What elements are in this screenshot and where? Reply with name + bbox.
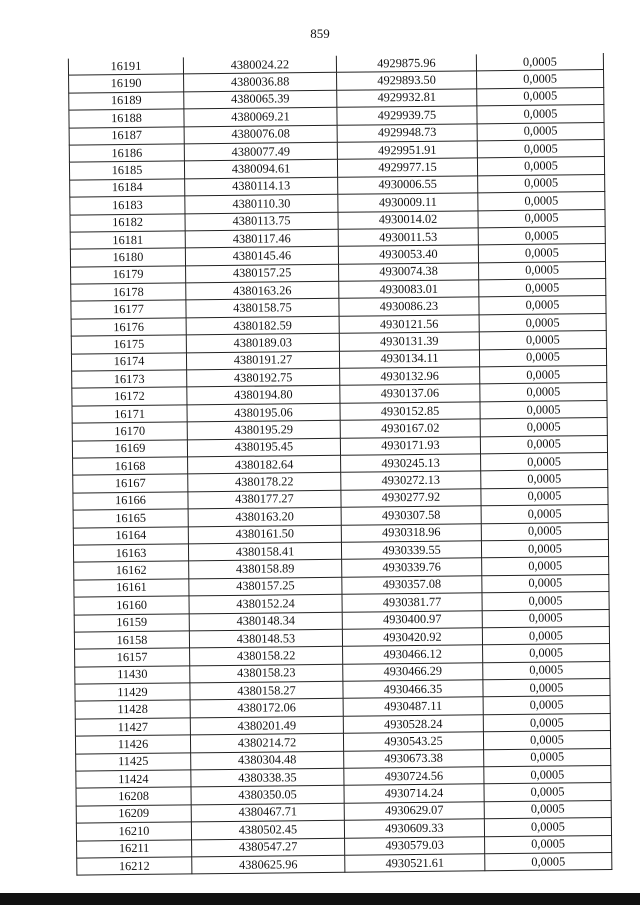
accuracy-cell: 0,0005 [479, 261, 606, 280]
x-coordinate-cell: 4380158.22 [190, 647, 343, 666]
y-coordinate-cell: 4930171.93 [340, 436, 480, 455]
accuracy-cell: 0,0005 [480, 435, 607, 454]
x-coordinate-cell: 4380158.75 [186, 299, 339, 318]
accuracy-cell: 0,0005 [479, 313, 606, 332]
accuracy-cell: 0,0005 [485, 835, 612, 854]
y-coordinate-cell: 4930579.03 [345, 836, 485, 855]
x-coordinate-cell: 4380114.13 [185, 177, 338, 196]
point-number-cell: 16161 [74, 579, 189, 598]
accuracy-cell: 0,0005 [481, 452, 608, 471]
y-coordinate-cell: 4930245.13 [341, 454, 481, 473]
accuracy-cell: 0,0005 [483, 696, 610, 715]
point-number-cell: 16181 [70, 231, 185, 250]
x-coordinate-cell: 4380163.26 [186, 281, 339, 300]
accuracy-cell: 0,0005 [481, 522, 608, 541]
point-number-cell: 11428 [75, 700, 190, 719]
x-coordinate-cell: 4380113.75 [185, 212, 338, 231]
point-number-cell: 16158 [74, 631, 189, 650]
point-number-cell: 11424 [76, 770, 191, 789]
accuracy-cell: 0,0005 [478, 192, 605, 211]
point-number-cell: 16176 [71, 318, 186, 337]
accuracy-cell: 0,0005 [478, 226, 605, 245]
accuracy-cell: 0,0005 [477, 139, 604, 158]
accuracy-cell: 0,0005 [482, 574, 609, 593]
x-coordinate-cell: 4380065.39 [184, 90, 337, 109]
accuracy-cell: 0,0005 [479, 348, 606, 367]
point-number-cell: 16170 [72, 422, 187, 441]
point-number-cell: 16166 [73, 492, 188, 511]
accuracy-cell: 0,0005 [484, 818, 611, 837]
y-coordinate-cell: 4929948.73 [337, 123, 477, 142]
x-coordinate-cell: 4380195.29 [187, 420, 340, 439]
y-coordinate-cell: 4930074.38 [339, 263, 479, 282]
y-coordinate-cell: 4930086.23 [339, 297, 479, 316]
point-number-cell: 16185 [69, 161, 184, 180]
accuracy-cell: 0,0005 [480, 383, 607, 402]
accuracy-cell: 0,0005 [478, 244, 605, 263]
point-number-cell: 16177 [71, 300, 186, 319]
y-coordinate-cell: 4930272.13 [341, 471, 481, 490]
x-coordinate-cell: 4380157.25 [186, 264, 339, 283]
y-coordinate-cell: 4930381.77 [342, 593, 482, 612]
point-number-cell: 11430 [75, 666, 190, 685]
x-coordinate-cell: 4380148.34 [189, 612, 342, 631]
x-coordinate-cell: 4380076.08 [184, 125, 337, 144]
y-coordinate-cell: 4930053.40 [338, 245, 478, 264]
accuracy-cell: 0,0005 [483, 644, 610, 663]
x-coordinate-cell: 4380192.75 [187, 368, 340, 387]
point-number-cell: 16189 [69, 92, 184, 111]
point-number-cell: 16182 [70, 213, 185, 232]
x-coordinate-cell: 4380177.27 [188, 490, 341, 509]
y-coordinate-cell: 4930714.24 [344, 784, 484, 803]
x-coordinate-cell: 4380178.22 [188, 473, 341, 492]
point-number-cell: 16169 [72, 439, 187, 458]
accuracy-cell: 0,0005 [484, 783, 611, 802]
accuracy-cell: 0,0005 [480, 400, 607, 419]
y-coordinate-cell: 4930673.38 [344, 749, 484, 768]
y-coordinate-cell: 4930277.92 [341, 489, 481, 508]
y-coordinate-cell: 4930629.07 [344, 802, 484, 821]
x-coordinate-cell: 4380547.27 [192, 838, 345, 857]
x-coordinate-cell: 4380145.46 [185, 247, 338, 266]
y-coordinate-cell: 4930466.12 [343, 645, 483, 664]
x-coordinate-cell: 4380158.41 [188, 542, 341, 561]
accuracy-cell: 0,0005 [478, 174, 605, 193]
y-coordinate-cell: 4929951.91 [337, 141, 477, 160]
accuracy-cell: 0,0005 [482, 557, 609, 576]
x-coordinate-cell: 4380158.23 [190, 664, 343, 683]
y-coordinate-cell: 4930339.76 [342, 558, 482, 577]
y-coordinate-cell: 4930167.02 [340, 419, 480, 438]
point-number-cell: 16186 [69, 144, 184, 163]
accuracy-cell: 0,0005 [479, 331, 606, 350]
point-number-cell: 11426 [75, 735, 190, 754]
point-number-cell: 16179 [71, 266, 186, 285]
y-coordinate-cell: 4929939.75 [337, 106, 477, 125]
point-number-cell: 16159 [74, 613, 189, 632]
x-coordinate-cell: 4380194.80 [187, 386, 340, 405]
point-number-cell: 16171 [72, 405, 187, 424]
y-coordinate-cell: 4930357.08 [342, 576, 482, 595]
page-number: 859 [310, 26, 330, 41]
x-coordinate-cell: 4380350.05 [191, 786, 344, 805]
x-coordinate-cell: 4380117.46 [185, 229, 338, 248]
point-number-cell: 16164 [73, 526, 188, 545]
point-number-cell: 16188 [69, 109, 184, 128]
accuracy-cell: 0,0005 [482, 626, 609, 645]
accuracy-cell: 0,0005 [482, 592, 609, 611]
point-number-cell: 16184 [70, 179, 185, 198]
y-coordinate-cell: 4930543.25 [343, 732, 483, 751]
accuracy-cell: 0,0005 [477, 87, 604, 106]
point-number-cell: 11425 [76, 752, 191, 771]
y-coordinate-cell: 4930132.96 [340, 367, 480, 386]
y-coordinate-cell: 4930400.97 [342, 610, 482, 629]
x-coordinate-cell: 4380338.35 [191, 768, 344, 787]
coordinates-table-body [68, 53, 612, 875]
x-coordinate-cell: 4380201.49 [190, 716, 343, 735]
x-coordinate-cell: 4380182.59 [186, 316, 339, 335]
point-number-cell: 16162 [74, 561, 189, 580]
y-coordinate-cell: 4930521.61 [345, 854, 485, 873]
x-coordinate-cell: 4380157.25 [189, 577, 342, 596]
x-coordinate-cell: 4380163.20 [188, 507, 341, 526]
point-number-cell: 16190 [69, 74, 184, 93]
point-number-cell: 16174 [71, 353, 186, 372]
x-coordinate-cell: 4380158.27 [190, 681, 343, 700]
x-coordinate-cell: 4380158.89 [189, 560, 342, 579]
x-coordinate-cell: 4380077.49 [184, 142, 337, 161]
point-number-cell: 16172 [72, 387, 187, 406]
y-coordinate-cell: 4930420.92 [342, 628, 482, 647]
y-coordinate-cell: 4930724.56 [344, 767, 484, 786]
accuracy-cell: 0,0005 [484, 800, 611, 819]
x-coordinate-cell: 4380152.24 [189, 594, 342, 613]
point-number-cell: 16173 [72, 370, 187, 389]
accuracy-cell: 0,0005 [483, 731, 610, 750]
accuracy-cell: 0,0005 [481, 487, 608, 506]
y-coordinate-cell: 4930131.39 [339, 332, 479, 351]
y-coordinate-cell: 4930011.53 [338, 228, 478, 247]
y-coordinate-cell: 4930152.85 [340, 402, 480, 421]
accuracy-cell: 0,0005 [484, 748, 611, 767]
x-coordinate-cell: 4380110.30 [185, 194, 338, 213]
accuracy-cell: 0,0005 [481, 539, 608, 558]
point-number-cell: 16163 [73, 544, 188, 563]
y-coordinate-cell: 4930121.56 [339, 315, 479, 334]
accuracy-cell: 0,0005 [480, 366, 607, 385]
y-coordinate-cell: 4929893.50 [337, 71, 477, 90]
y-coordinate-cell: 4930006.55 [338, 176, 478, 195]
y-coordinate-cell: 4930339.55 [341, 541, 481, 560]
x-coordinate-cell: 4380094.61 [184, 160, 337, 179]
x-coordinate-cell: 4380502.45 [191, 820, 344, 839]
accuracy-cell: 0,0005 [477, 157, 604, 176]
y-coordinate-cell: 4930009.11 [338, 193, 478, 212]
y-coordinate-cell: 4930528.24 [343, 715, 483, 734]
point-number-cell: 16212 [77, 857, 192, 876]
accuracy-cell: 0,0005 [483, 713, 610, 732]
accuracy-cell: 0,0005 [483, 661, 610, 680]
point-number-cell: 16168 [73, 457, 188, 476]
accuracy-cell: 0,0005 [477, 122, 604, 141]
x-coordinate-cell: 4380467.71 [191, 803, 344, 822]
accuracy-cell: 0,0005 [480, 418, 607, 437]
point-number-cell: 16210 [76, 822, 191, 841]
y-coordinate-cell: 4929977.15 [337, 158, 477, 177]
y-coordinate-cell: 4930487.11 [343, 697, 483, 716]
x-coordinate-cell: 4380172.06 [190, 699, 343, 718]
y-coordinate-cell: 4930083.01 [339, 280, 479, 299]
point-number-cell: 16187 [69, 126, 184, 145]
x-coordinate-cell: 4380214.72 [190, 734, 343, 753]
y-coordinate-cell: 4930307.58 [341, 506, 481, 525]
point-number-cell: 16208 [76, 787, 191, 806]
point-number-cell: 16157 [75, 648, 190, 667]
x-coordinate-cell: 4380195.06 [187, 403, 340, 422]
accuracy-cell: 0,0005 [478, 209, 605, 228]
x-coordinate-cell: 4380161.50 [188, 525, 341, 544]
accuracy-cell: 0,0005 [477, 105, 604, 124]
accuracy-cell: 0,0005 [481, 470, 608, 489]
point-number-cell: 16183 [70, 196, 185, 215]
point-number-cell: 16178 [71, 283, 186, 302]
y-coordinate-cell: 4930609.33 [344, 819, 484, 838]
point-number-cell: 11427 [75, 718, 190, 737]
x-coordinate-cell: 4380024.22 [183, 56, 336, 74]
accuracy-cell: 0,0005 [477, 70, 604, 89]
point-number-cell: 16160 [74, 596, 189, 615]
point-number-cell: 16191 [68, 57, 183, 75]
point-number-cell: 16167 [73, 474, 188, 493]
y-coordinate-cell: 4930466.29 [343, 662, 483, 681]
accuracy-cell: 0,0005 [484, 765, 611, 784]
point-number-cell: 16209 [76, 805, 191, 824]
point-number-cell: 16175 [71, 335, 186, 354]
accuracy-cell: 0,0005 [485, 852, 612, 871]
point-number-cell: 16165 [73, 509, 188, 528]
y-coordinate-cell: 4930466.35 [343, 680, 483, 699]
accuracy-cell: 0,0005 [476, 53, 603, 71]
x-coordinate-cell: 4380036.88 [184, 73, 337, 92]
x-coordinate-cell: 4380625.96 [192, 855, 345, 874]
coordinates-table [68, 53, 613, 876]
x-coordinate-cell: 4380195.45 [187, 438, 340, 457]
x-coordinate-cell: 4380069.21 [184, 107, 337, 126]
x-coordinate-cell: 4380304.48 [191, 751, 344, 770]
accuracy-cell: 0,0005 [481, 505, 608, 524]
y-coordinate-cell: 4929875.96 [336, 54, 476, 72]
y-coordinate-cell: 4929932.81 [337, 89, 477, 108]
point-number-cell: 16211 [77, 839, 192, 858]
x-coordinate-cell: 4380189.03 [186, 334, 339, 353]
y-coordinate-cell: 4930134.11 [339, 349, 479, 368]
x-coordinate-cell: 4380148.53 [189, 629, 342, 648]
accuracy-cell: 0,0005 [482, 609, 609, 628]
y-coordinate-cell: 4930014.02 [338, 210, 478, 229]
accuracy-cell: 0,0005 [479, 296, 606, 315]
accuracy-cell: 0,0005 [483, 679, 610, 698]
y-coordinate-cell: 4930137.06 [340, 384, 480, 403]
x-coordinate-cell: 4380191.27 [186, 351, 339, 370]
x-coordinate-cell: 4380182.64 [188, 455, 341, 474]
point-number-cell: 16180 [70, 248, 185, 267]
scan-bottom-edge [0, 893, 640, 905]
point-number-cell: 11429 [75, 683, 190, 702]
accuracy-cell: 0,0005 [479, 279, 606, 298]
y-coordinate-cell: 4930318.96 [341, 523, 481, 542]
